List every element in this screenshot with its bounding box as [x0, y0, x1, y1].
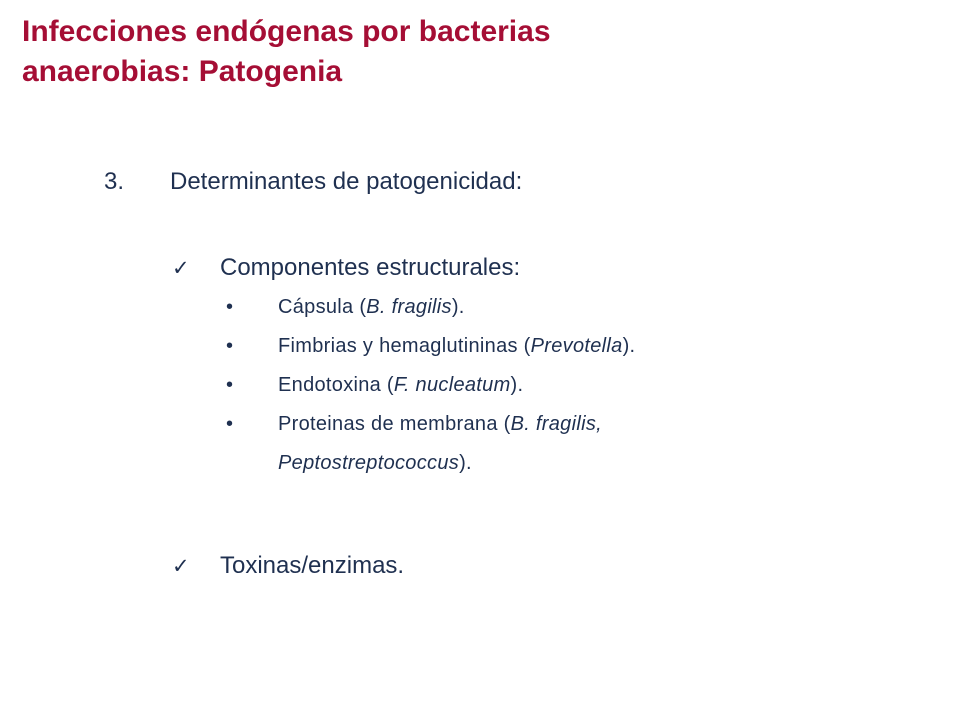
item-text: Determinantes de patogenicidad: — [170, 168, 523, 195]
italic-segment: F. nucleatum — [393, 374, 511, 396]
slide-title — [22, 12, 922, 92]
italic-segment: Peptostreptococcus — [278, 452, 460, 474]
list-item — [226, 288, 635, 327]
text-segment: Endotoxina ( — [278, 374, 394, 396]
text-segment: ). — [459, 452, 472, 474]
bullet-icon: • — [226, 374, 234, 396]
text-segment: ). — [510, 374, 524, 396]
slide-title-line-2: anaerobias: Patogenia — [22, 55, 343, 88]
text-segment: ). — [451, 296, 465, 318]
checkmark-icon: ✓ — [172, 256, 190, 280]
checkmark-icon: ✓ — [172, 554, 190, 578]
check-item-componentes — [172, 252, 520, 284]
list-item-text — [278, 327, 635, 366]
list-item — [226, 405, 635, 483]
item-number: 3. — [104, 168, 125, 195]
text-segment: Cápsula ( — [278, 296, 367, 318]
italic-segment: B. fragilis — [366, 296, 452, 318]
bullet-icon: • — [226, 296, 234, 318]
italic-segment: Prevotella — [530, 335, 623, 357]
bullet-icon: • — [226, 413, 234, 435]
text-segment: Proteinas de membrana ( — [278, 413, 511, 435]
text-segment: Fimbrias y hemaglutininas ( — [278, 335, 531, 357]
numbered-item — [104, 166, 522, 198]
slide-title-line-1: Infecciones endógenas por bacterias — [22, 15, 551, 48]
list-item — [226, 327, 635, 366]
italic-segment: B. fragilis, — [510, 413, 602, 435]
list-item-text — [278, 366, 523, 405]
list-item — [226, 366, 635, 405]
bullet-list — [226, 288, 635, 483]
list-item-text — [278, 405, 602, 483]
text-segment: ). — [622, 335, 636, 357]
bullet-icon: • — [226, 335, 234, 357]
check-item-text: Toxinas/enzimas. — [220, 552, 405, 579]
check-item-toxinas — [172, 550, 404, 582]
list-item-text — [278, 288, 465, 327]
check-item-text: Componentes estructurales: — [220, 254, 521, 281]
